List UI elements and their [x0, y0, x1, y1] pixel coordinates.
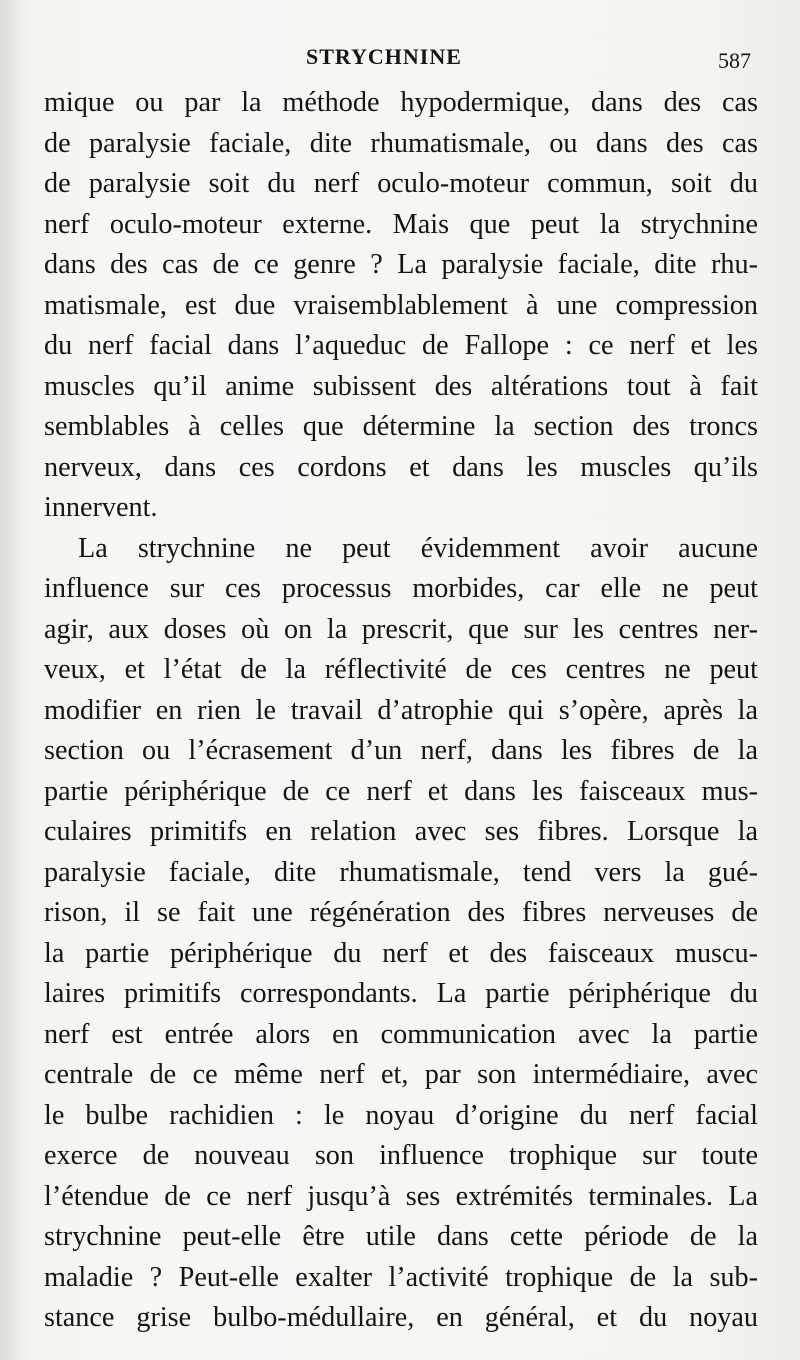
text-line: laires primitifs correspondants. La partie périphérique du	[44, 978, 758, 1009]
text-line: paralysie faciale, dite rhumatismale, tend vers la gué-	[44, 856, 758, 888]
text-line: la partie périphérique du nerf et des faisceaux muscu-	[44, 937, 758, 969]
text-line: muscles qu’il anime subissent des altérations tout à fait	[44, 370, 758, 402]
text-line: semblables à celles que détermine la section des troncs	[44, 411, 758, 442]
text-line: centrale de ce même nerf et, par son intermédiaire, avec	[44, 1059, 758, 1090]
text-line: rison, il se fait une régénération des fibres nerveuses de	[44, 897, 758, 928]
body-text	[44, 83, 758, 1339]
paragraph-start-line: La strychnine ne peut évidemment avoir aucune	[78, 532, 758, 564]
text-line: agir, aux doses où on la prescrit, que sur les centres ner-	[44, 613, 758, 645]
text-line: maladie ? Peut-elle exalter l’activité trophique de la sub-	[44, 1261, 758, 1293]
text-line: influence sur ces processus morbides, car elle ne peut	[44, 573, 758, 604]
text-line: nerf est entrée alors en communication avec la partie	[44, 1018, 758, 1050]
text-line: de paralysie faciale, dite rhumatismale, ou dans des cas	[44, 127, 758, 159]
text-line: mique ou par la méthode hypodermique, dans des cas	[44, 87, 758, 118]
text-line: stance grise bulbo-médullaire, en général, et du noyau	[44, 1302, 758, 1333]
text-line: matismale, est due vraisemblablement à une compression	[44, 289, 758, 321]
running-title: STRYCHNINE	[306, 44, 462, 69]
text-line: nerveux, dans ces cordons et dans les muscles qu’ils	[44, 451, 758, 483]
page-number: 587	[718, 48, 751, 73]
text-line: modifier en rien le travail d’atrophie qui s’opère, après la	[44, 694, 758, 726]
page-header	[0, 42, 800, 76]
text-line: nerf oculo-moteur externe. Mais que peut la strychnine	[44, 208, 758, 240]
text-line: culaires primitifs en relation avec ses fibres. Lorsque la	[44, 816, 758, 847]
text-line: veux, et l’état de la réflectivité de ces centres ne peut	[44, 654, 758, 685]
text-line: dans des cas de ce genre ? La paralysie faciale, dite rhu-	[44, 249, 758, 280]
text-line: exerce de nouveau son influence trophique sur toute	[44, 1140, 758, 1171]
text-line: du nerf facial dans l’aqueduc de Fallope : ce nerf et les	[44, 330, 758, 361]
text-line: partie périphérique de ce nerf et dans les faisceaux mus-	[44, 775, 758, 807]
text-line: de paralysie soit du nerf oculo-moteur commun, soit du	[44, 168, 758, 199]
paragraph-end-line: innervent.	[44, 492, 158, 523]
text-line: le bulbe rachidien : le noyau d’origine du nerf facial	[44, 1099, 758, 1131]
text-line: l’étendue de ce nerf jusqu’à ses extrémités terminales. La	[44, 1180, 758, 1212]
text-line: section ou l’écrasement d’un nerf, dans les fibres de la	[44, 735, 758, 766]
text-line: strychnine peut-elle être utile dans cette période de la	[44, 1221, 758, 1252]
